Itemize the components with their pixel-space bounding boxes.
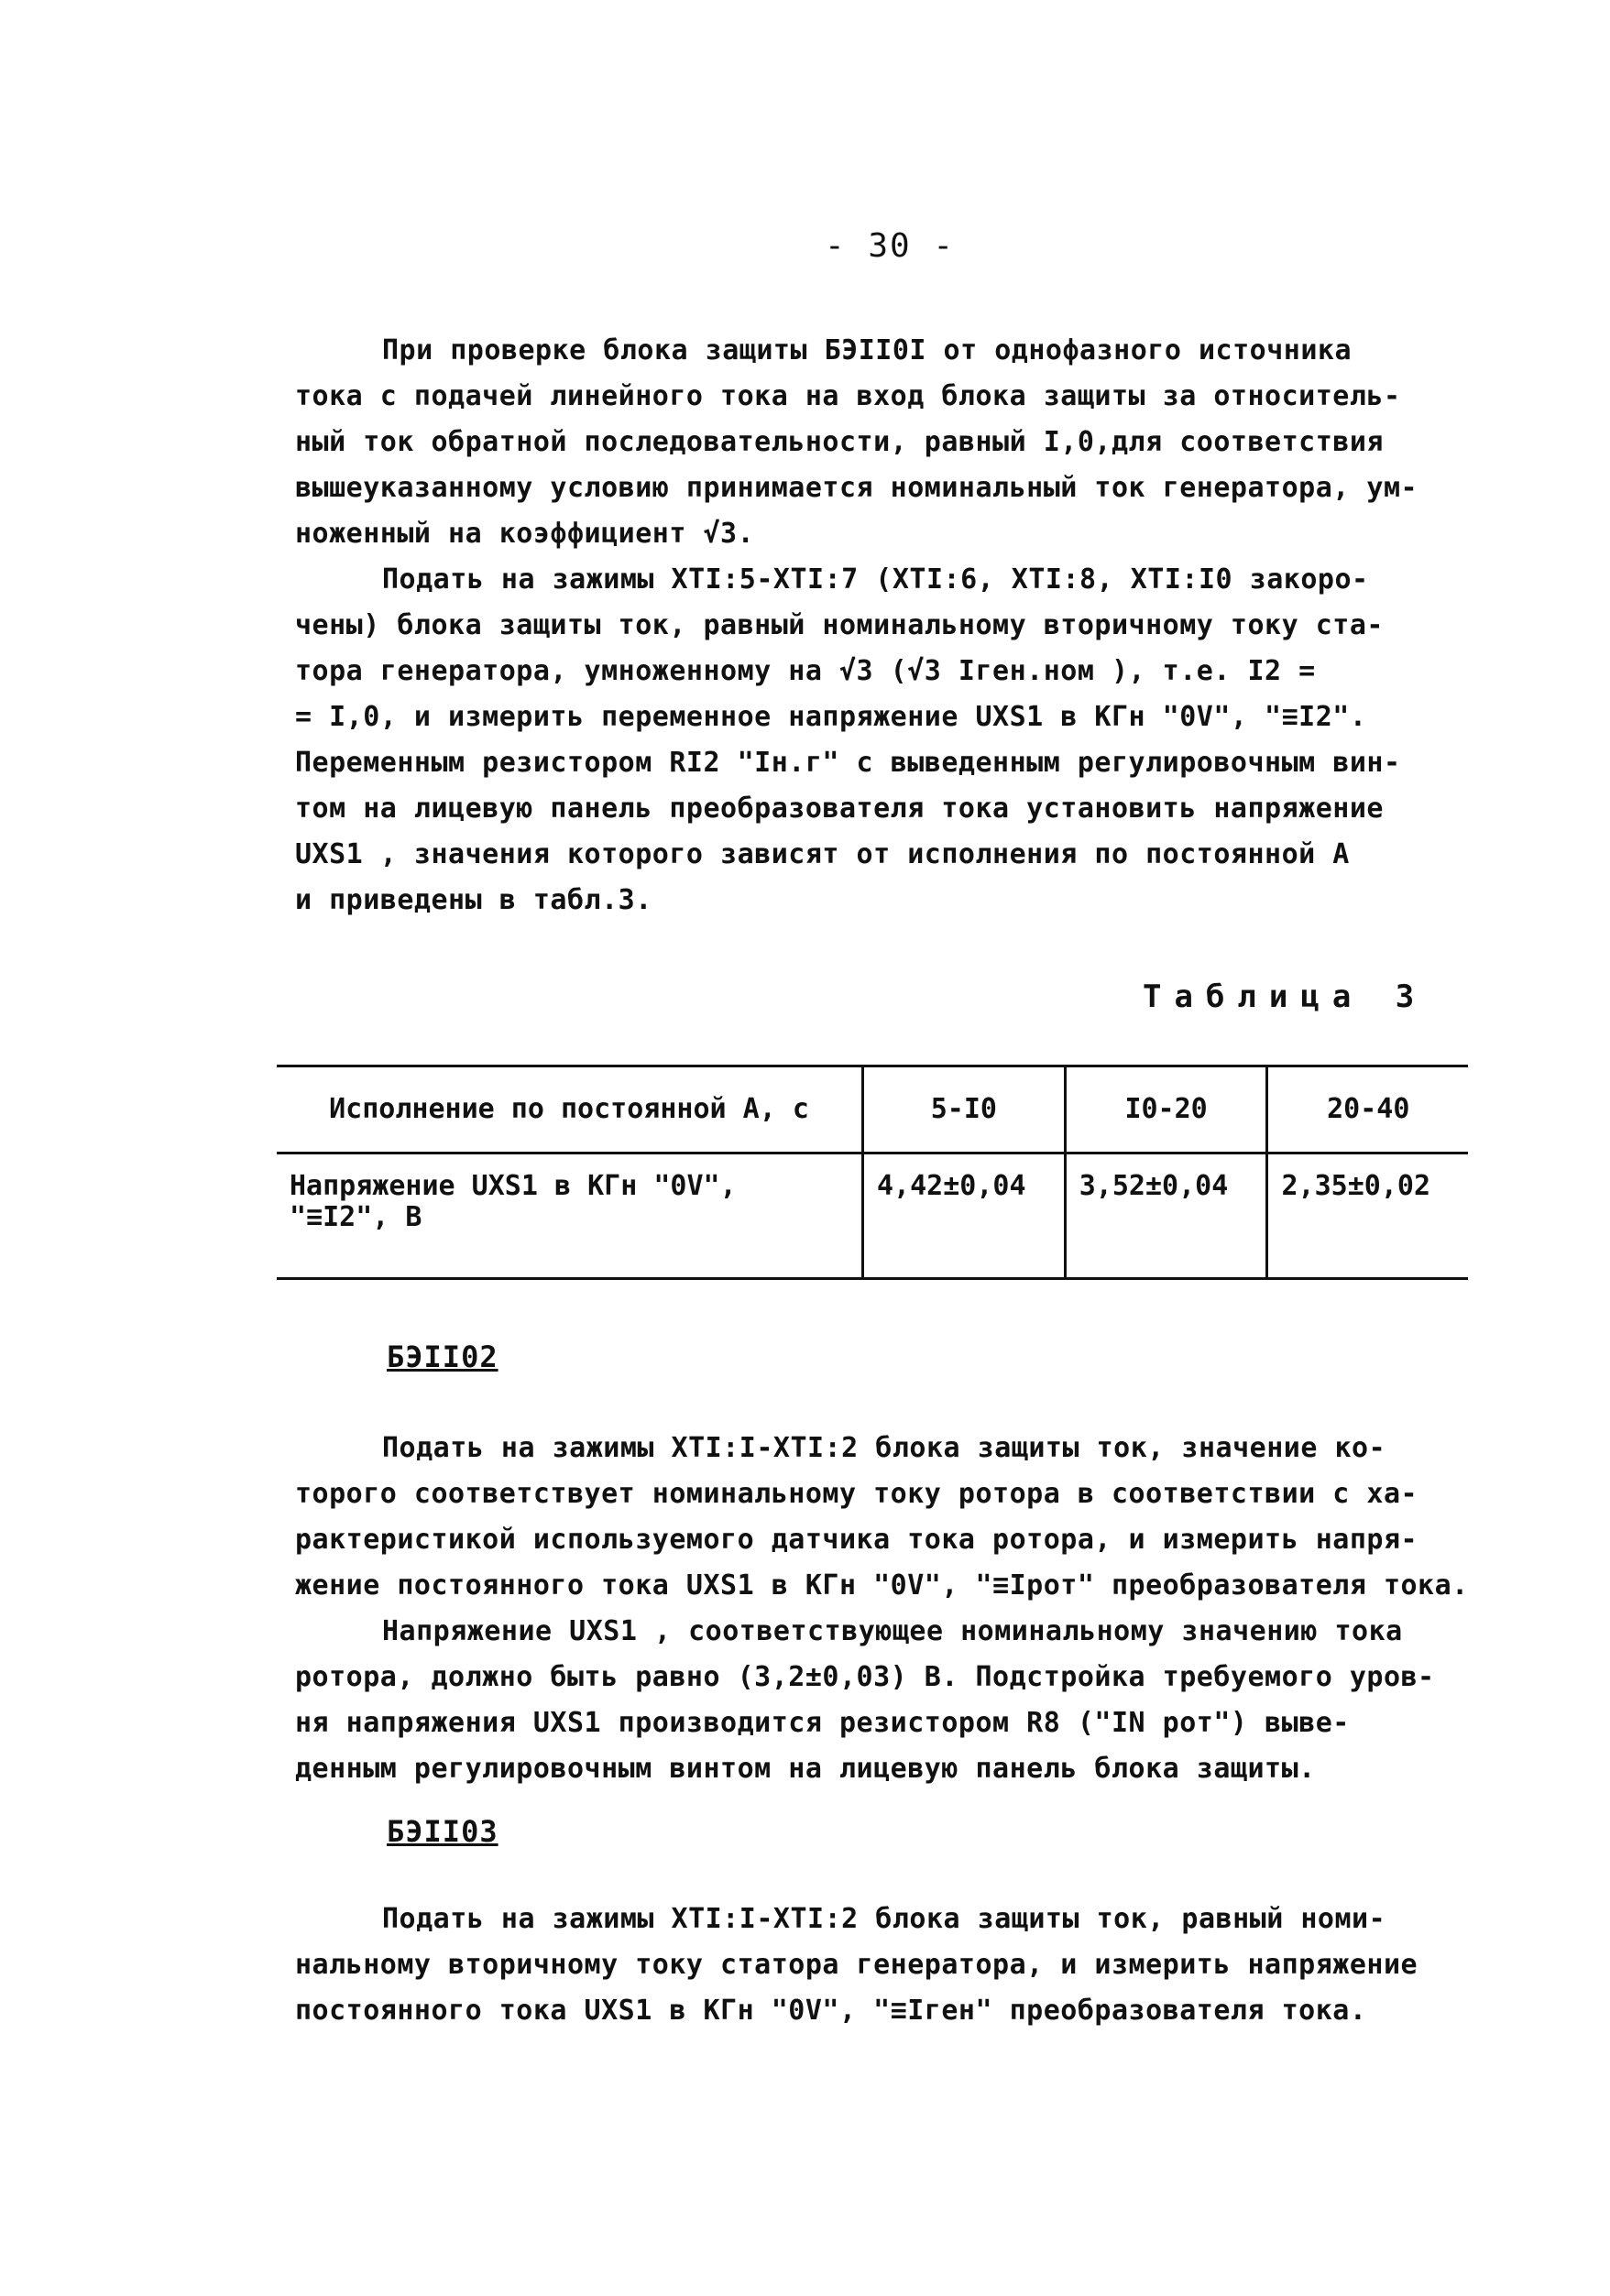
section-title-beii02: БЭII02 — [387, 1339, 498, 1374]
text-line: денным регулировочным винтом на лицевую панель блока защиты. — [295, 1753, 1316, 1785]
table-caption: Таблица 3 — [1143, 979, 1428, 1015]
page-number: - 30 - — [825, 227, 956, 265]
text-line: нальному вторичному току статора генератора, и измерить напряжение — [295, 1949, 1418, 1981]
text-line: Переменным резистором RI2 "Iн.г" с выведенным регулировочным вин- — [295, 747, 1401, 779]
text-line: тока с подачей линейного тока на вход блока защиты за относитель- — [295, 380, 1401, 412]
data-table — [277, 1065, 1468, 1280]
text-line: = I,0, и измерить переменное напряжение UXS1 в КГн "0V", "≡I2". — [295, 701, 1367, 733]
text-line: и приведены в табл.3. — [295, 884, 652, 916]
table-header-cell: 20-40 — [1267, 1066, 1468, 1153]
paragraph-3 — [295, 1426, 1486, 1792]
text-line: При проверке блока защиты БЭII0I от однофазного источника — [382, 334, 1353, 366]
paragraph-1 — [295, 328, 1486, 557]
table-header-cell: 5-I0 — [863, 1066, 1066, 1153]
text-line: вышеуказанному условию принимается номинальный ток генератора, ум- — [295, 472, 1418, 504]
text-line: Подать на зажимы ХТI:I-ХТI:2 блока защиты ток, равный номи- — [382, 1903, 1386, 1935]
text-line: ный ток обратной последовательности, равный I,0,для соответствия — [295, 426, 1384, 458]
text-line: чены) блока защиты ток, равный номинальному вторичному току ста- — [295, 609, 1384, 641]
text-line: ноженный на коэффициент √3. — [295, 518, 755, 550]
text-line: Подать на зажимы ХТI:I-ХТI:2 блока защиты ток, значение ко- — [382, 1432, 1386, 1464]
table-row-label-line: "≡I2", В — [290, 1201, 422, 1233]
table-cell: 2,35±0,02 — [1267, 1153, 1468, 1279]
table-cell: 4,42±0,04 — [863, 1153, 1066, 1279]
text-line: UXS1 , значения которого зависят от исполнения по постоянной A — [295, 838, 1350, 870]
text-line: Напряжение UXS1 , соответствующее номинальному значению тока — [382, 1615, 1403, 1647]
text-line: Подать на зажимы ХТI:5-ХТI:7 (ХТI:6, ХТI:8, ХТI:I0 закоро- — [382, 563, 1369, 596]
paragraph-2 — [295, 557, 1486, 924]
table-cell: 3,52±0,04 — [1065, 1153, 1267, 1279]
section-title-beii03: БЭII03 — [387, 1814, 498, 1849]
table-row-label-line: Напряжение UXS1 в КГн "0V", — [290, 1170, 737, 1202]
paragraph-4 — [295, 1897, 1486, 2034]
table-header-row — [277, 1066, 1468, 1153]
text-line: тора генератора, умноженному на √3 (√3 Iген.ном ), т.е. I2 = — [295, 655, 1316, 687]
text-line: постоянного тока UXS1 в КГн "0V", "≡Iген" преобразователя тока. — [295, 1995, 1367, 2027]
text-line: торого соответствует номинальному току ротора в соответствии с ха- — [295, 1478, 1418, 1510]
text-line: жение постоянного тока UXS1 в КГн "0V", "≡Iрот" преобразователя тока. — [295, 1569, 1469, 1602]
table-header-cell: Исполнение по постоянной А, с — [277, 1066, 863, 1153]
text-line: рактеристикой используемого датчика тока ротора, и измерить напря- — [295, 1524, 1418, 1556]
table-header-cell: I0-20 — [1065, 1066, 1267, 1153]
table-row-label — [277, 1153, 863, 1279]
text-line: ротора, должно быть равно (3,2±0,03) В. Подстройка требуемого уров- — [295, 1661, 1435, 1693]
text-line: ня напряжения UXS1 производится резистором R8 ("IN рот") выве- — [295, 1707, 1350, 1739]
table-row — [277, 1153, 1468, 1279]
text-line: том на лицевую панель преобразователя тока установить напряжение — [295, 793, 1384, 825]
